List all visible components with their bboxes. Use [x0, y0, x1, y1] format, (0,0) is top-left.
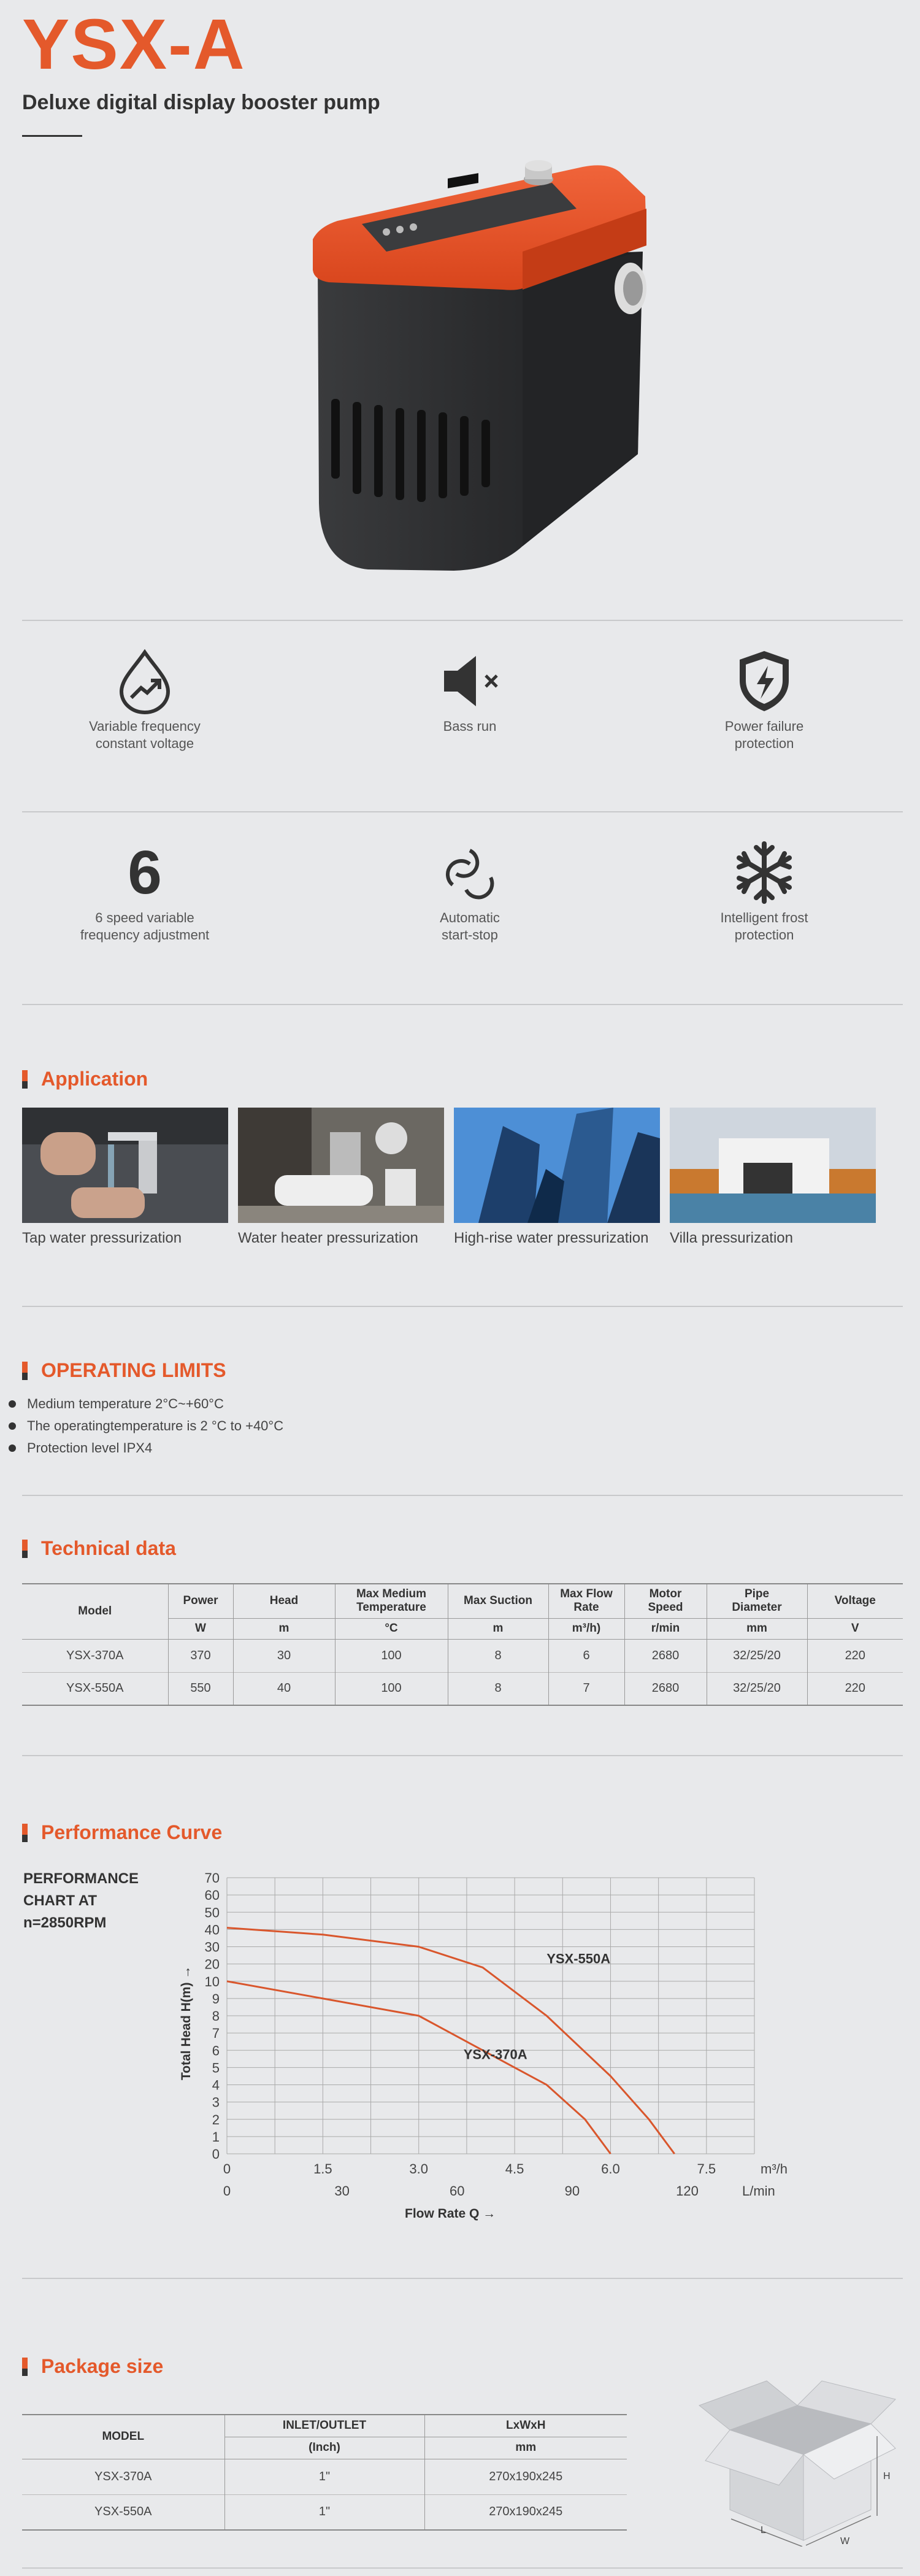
section-title-application: [22, 1068, 148, 1090]
app-caption: Water heater pressurization: [238, 1230, 418, 1246]
table-row: [22, 2494, 627, 2530]
col-unit: m: [233, 1618, 335, 1639]
x-unit-label: m³/h: [761, 2161, 788, 2177]
feature-label: constant voltage: [95, 736, 194, 751]
table-row: [22, 1672, 903, 1705]
y-tick-label: 1: [212, 2129, 220, 2145]
section-title-text: Application: [41, 1068, 148, 1090]
list-item: Medium temperature 2°C~+60°C: [9, 1393, 283, 1415]
feature-label: protection: [734, 927, 794, 943]
y-tick-label: 7: [212, 2026, 220, 2042]
table-cell: 2680: [624, 1672, 707, 1705]
col-unit: V: [807, 1618, 903, 1639]
col-header: Model: [22, 1584, 168, 1639]
divider: [22, 1004, 903, 1005]
col-header: LxWxH: [424, 2415, 627, 2437]
table-cell: YSX-370A: [94, 2469, 152, 2483]
table-cell: 7: [548, 1672, 624, 1705]
list-item: The operatingtemperature is 2 °C to +40°C: [9, 1415, 283, 1437]
product-model: YSX-A: [22, 4, 246, 84]
section-marker: [22, 1824, 28, 1842]
feature-bass-run: [359, 644, 580, 735]
feature-label: Bass run: [443, 719, 497, 734]
feature-label: frequency adjustment: [80, 927, 210, 943]
feature-label: Intelligent frost: [720, 910, 808, 925]
app-image-water-heater: [238, 1108, 444, 1223]
x-axis-label: Flow Rate Q →: [405, 2207, 496, 2221]
y-tick-label: 20: [204, 1956, 220, 1972]
app-image-tap-water: [22, 1108, 228, 1223]
section-title-performance: [22, 1821, 222, 1844]
x-tick-label: 3.0: [409, 2161, 429, 2177]
section-marker: [22, 1070, 28, 1089]
x-tick-label: 0: [223, 2161, 231, 2177]
feature-label: Automatic: [440, 910, 500, 925]
table-row: [22, 2459, 627, 2494]
box-width-label: W: [840, 2536, 850, 2547]
col-unit: m: [448, 1618, 548, 1639]
bullet: [9, 1422, 16, 1430]
col-header: Motor Speed: [624, 1584, 707, 1618]
y-tick-label: 3: [212, 2094, 220, 2110]
feature-label: 6 speed variable: [95, 910, 194, 925]
table-cell: 40: [233, 1672, 335, 1705]
table-cell: 32/25/20: [707, 1639, 807, 1672]
feature-label: Variable frequency: [89, 719, 201, 734]
table-row: [22, 1639, 903, 1672]
title-underline: [22, 135, 82, 137]
series-label: YSX-550A: [546, 1951, 611, 1967]
x-tick-label: 7.5: [697, 2161, 716, 2177]
box-height-label: H: [883, 2471, 891, 2482]
divider: [22, 1495, 903, 1496]
table-cell: 32/25/20: [707, 1672, 807, 1705]
x-tick-label: 60: [450, 2183, 465, 2199]
product-subtitle: Deluxe digital display booster pump: [22, 91, 380, 114]
col-unit: °C: [335, 1618, 448, 1639]
list-item: Protection level IPX4: [9, 1437, 283, 1459]
y-tick-label: 8: [212, 2008, 220, 2024]
divider: [22, 2278, 903, 2279]
x-tick-label: 4.5: [505, 2161, 524, 2177]
y-tick-label: 70: [204, 1870, 220, 1886]
col-header: INLET/OUTLET: [224, 2415, 424, 2437]
table-cell: 100: [335, 1672, 448, 1705]
col-header: MODEL: [22, 2415, 224, 2459]
bullet: [9, 1400, 16, 1408]
section-title-package: [22, 2355, 163, 2378]
divider: [22, 620, 903, 621]
y-tick-label: 6: [212, 2043, 220, 2059]
feature-label: start-stop: [442, 927, 498, 943]
x-tick-label: 30: [334, 2183, 350, 2199]
table-cell: 270x190x245: [424, 2459, 627, 2494]
table-cell: 100: [335, 1639, 448, 1672]
package-box-illustration: [693, 2362, 902, 2550]
x-unit-label: L/min: [742, 2183, 775, 2199]
series-label: YSX-370A: [463, 2046, 527, 2062]
limits-list: [9, 1393, 283, 1459]
table-cell: 220: [807, 1672, 903, 1705]
col-header: Head: [233, 1584, 335, 1618]
swirl-icon: [359, 836, 580, 909]
section-marker: [22, 2358, 28, 2376]
package-table: [22, 2414, 627, 2531]
feature-label: Power failure: [724, 719, 804, 734]
divider: [22, 1755, 903, 1756]
y-axis-label: Total Head H(m) →: [179, 1965, 193, 2080]
technical-table: [22, 1583, 903, 1706]
drop-trend-icon: [34, 644, 255, 718]
speaker-mute-icon: [359, 644, 580, 718]
table-cell: 30: [233, 1639, 335, 1672]
y-tick-label: 5: [212, 2060, 220, 2076]
y-tick-label: 2: [212, 2111, 220, 2127]
y-tick-label: 60: [204, 1888, 220, 1903]
table-cell: 8: [448, 1639, 548, 1672]
col-header: Voltage: [807, 1584, 903, 1618]
table-cell: 220: [807, 1639, 903, 1672]
section-title-text: OPERATING LIMITS: [41, 1359, 226, 1381]
section-marker: [22, 1362, 28, 1380]
box-length-label: L: [761, 2525, 766, 2536]
shield-bolt-icon: [654, 644, 875, 718]
app-caption: Tap water pressurization: [22, 1230, 182, 1246]
section-title-text: Package size: [41, 2355, 164, 2377]
col-unit: mm: [707, 1618, 807, 1639]
y-tick-label: 0: [212, 2146, 220, 2162]
section-title-limits: [22, 1359, 226, 1382]
table-cell: 1": [224, 2494, 424, 2530]
y-tick-label: 30: [204, 1939, 220, 1955]
performance-note: PERFORMANCE CHART AT n=2850RPM: [23, 1870, 139, 1931]
y-tick-label: 9: [212, 1991, 220, 2007]
y-tick-label: 10: [204, 1973, 220, 1989]
table-cell: 1": [224, 2459, 424, 2494]
table-cell: 370: [168, 1639, 233, 1672]
table-cell: 8: [448, 1672, 548, 1705]
col-header: Max Flow Rate: [548, 1584, 624, 1618]
section-marker: [22, 1540, 28, 1558]
feature-auto-start-stop: [359, 836, 580, 944]
feature-six-speed: [34, 836, 255, 944]
y-tick-label: 4: [212, 2077, 220, 2093]
x-tick-label: 0: [223, 2183, 231, 2199]
pump-product-image: [294, 160, 675, 577]
divider: [22, 1306, 903, 1307]
divider: [22, 2567, 903, 2569]
table-cell: 270x190x245: [424, 2494, 627, 2530]
col-unit: m³/h): [548, 1618, 624, 1639]
col-unit: mm: [424, 2437, 627, 2459]
table-cell: YSX-550A: [66, 1681, 124, 1695]
y-tick-label: 50: [204, 1905, 220, 1921]
table-cell: 550: [168, 1672, 233, 1705]
app-image-high-rise: [454, 1108, 660, 1223]
col-unit: W: [168, 1618, 233, 1639]
section-title-text: Performance Curve: [41, 1821, 223, 1843]
col-header: Max Medium Temperature: [335, 1584, 448, 1618]
app-caption: Villa pressurization: [670, 1230, 793, 1246]
bullet: [9, 1444, 16, 1452]
performance-chart: [166, 1865, 797, 2224]
six-speed-number: 6: [128, 838, 162, 907]
table-cell: 6: [548, 1639, 624, 1672]
col-header: Max Suction: [448, 1584, 548, 1618]
table-cell: 2680: [624, 1639, 707, 1672]
section-title-text: Technical data: [41, 1537, 176, 1559]
table-cell: YSX-370A: [66, 1648, 124, 1662]
table-cell: YSX-550A: [94, 2505, 152, 2519]
snowflake-icon: [654, 836, 875, 909]
x-tick-label: 6.0: [601, 2161, 620, 2177]
feature-power-failure: [654, 644, 875, 752]
section-title-technical: [22, 1537, 176, 1560]
app-image-villa: [670, 1108, 876, 1223]
col-header: Pipe Diameter: [707, 1584, 807, 1618]
x-tick-label: 1.5: [313, 2161, 332, 2177]
col-header: Power: [168, 1584, 233, 1618]
col-unit: r/min: [624, 1618, 707, 1639]
col-unit: (Inch): [224, 2437, 424, 2459]
y-tick-label: 40: [204, 1922, 220, 1938]
feature-frost-protection: [654, 836, 875, 944]
feature-variable-frequency: [34, 644, 255, 752]
app-caption: High-rise water pressurization: [454, 1230, 649, 1246]
x-tick-label: 90: [564, 2183, 580, 2199]
feature-label: protection: [734, 736, 794, 751]
x-tick-label: 120: [676, 2183, 699, 2199]
divider: [22, 811, 903, 812]
